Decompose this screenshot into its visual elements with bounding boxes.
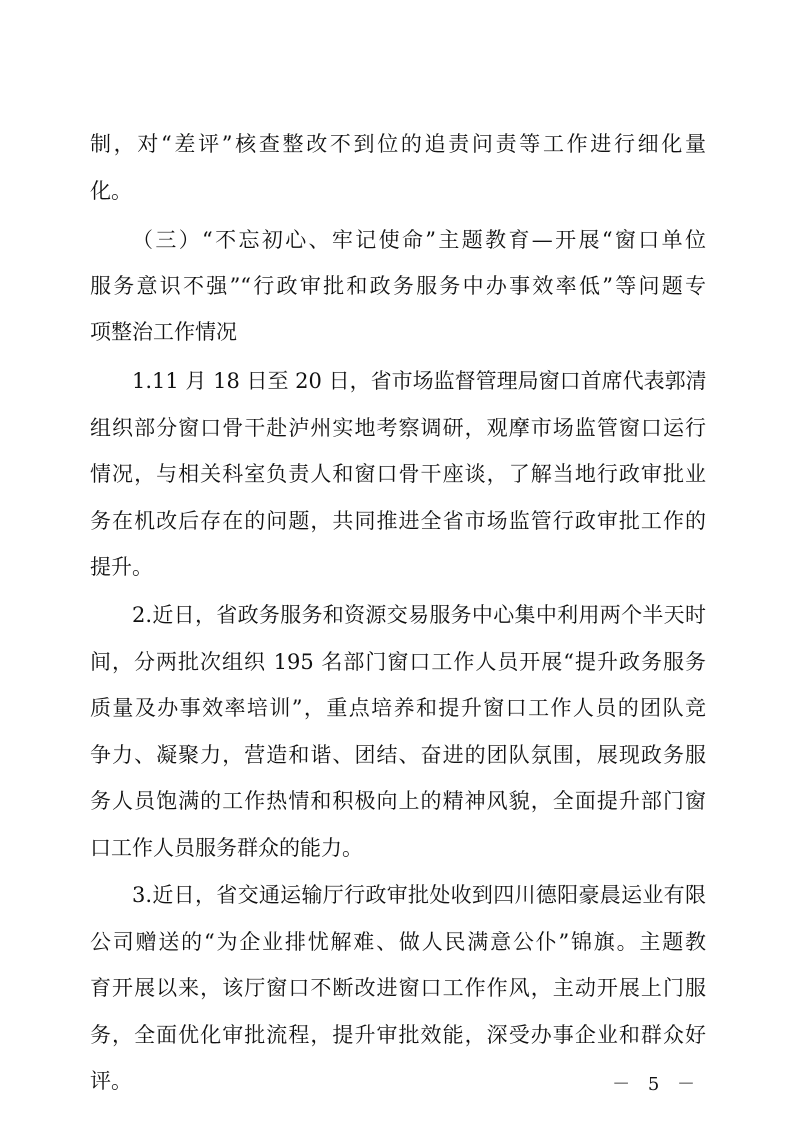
paragraph-line: 化。 <box>90 179 132 203</box>
section-heading-line: 服务意识不强”“行政审批和政务服务中办事效率低”等问题专 <box>90 274 706 298</box>
paragraph-line: 务，全面优化审批流程，提升审批效能，深受办事企业和群众好 <box>90 1023 706 1047</box>
paragraph-line: 务人员饱满的工作热情和积极向上的精神风貌，全面提升部门窗 <box>90 789 706 813</box>
paragraph-line: 评。 <box>90 1069 132 1093</box>
paragraph-line: 3.近日，省交通运输厅行政审批处收到四川德阳豪晨运业有限 <box>132 883 706 907</box>
paragraph-line: 情况，与相关科室负责人和窗口骨干座谈，了解当地行政审批业 <box>90 462 706 486</box>
paragraph-line: 组织部分窗口骨干赴泸州实地考察调研，观摩市场监管窗口运行 <box>90 416 706 440</box>
paragraph-line: 育开展以来，该厅窗口不断改进窗口工作作风，主动开展上门服 <box>90 976 706 1000</box>
paragraph-line: 公司赠送的“为企业排忧解难、做人民满意公仆”锦旗。主题教 <box>90 930 706 954</box>
paragraph-line: 制，对“差评”核查整改不到位的追责问责等工作进行细化量 <box>90 132 706 156</box>
section-heading-line: 项整治工作情况 <box>90 320 237 344</box>
section-heading-line: （三）“不忘初心、牢记使命”主题教育—开展“窗口单位 <box>132 228 706 252</box>
page-number: － 5 － <box>612 1074 701 1095</box>
paragraph-line: 提升。 <box>90 555 153 579</box>
paragraph-line: 2.近日，省政务服务和资源交易服务中心集中利用两个半天时 <box>132 603 706 627</box>
paragraph-line: 口工作人员服务群众的能力。 <box>90 836 363 860</box>
paragraph-line: 务在机改后存在的问题，共同推进全省市场监管行政审批工作的 <box>90 509 706 533</box>
paragraph-line: 争力、凝聚力，营造和谐、团结、奋进的团队氛围，展现政务服 <box>90 743 706 767</box>
paragraph-line: 1.11 月 18 日至 20 日，省市场监督管理局窗口首席代表郭清 <box>132 369 707 393</box>
paragraph-line: 间，分两批次组织 195 名部门窗口工作人员开展“提升政务服务 <box>90 650 706 674</box>
paragraph-line: 质量及办事效率培训”，重点培养和提升窗口工作人员的团队竞 <box>90 696 706 720</box>
